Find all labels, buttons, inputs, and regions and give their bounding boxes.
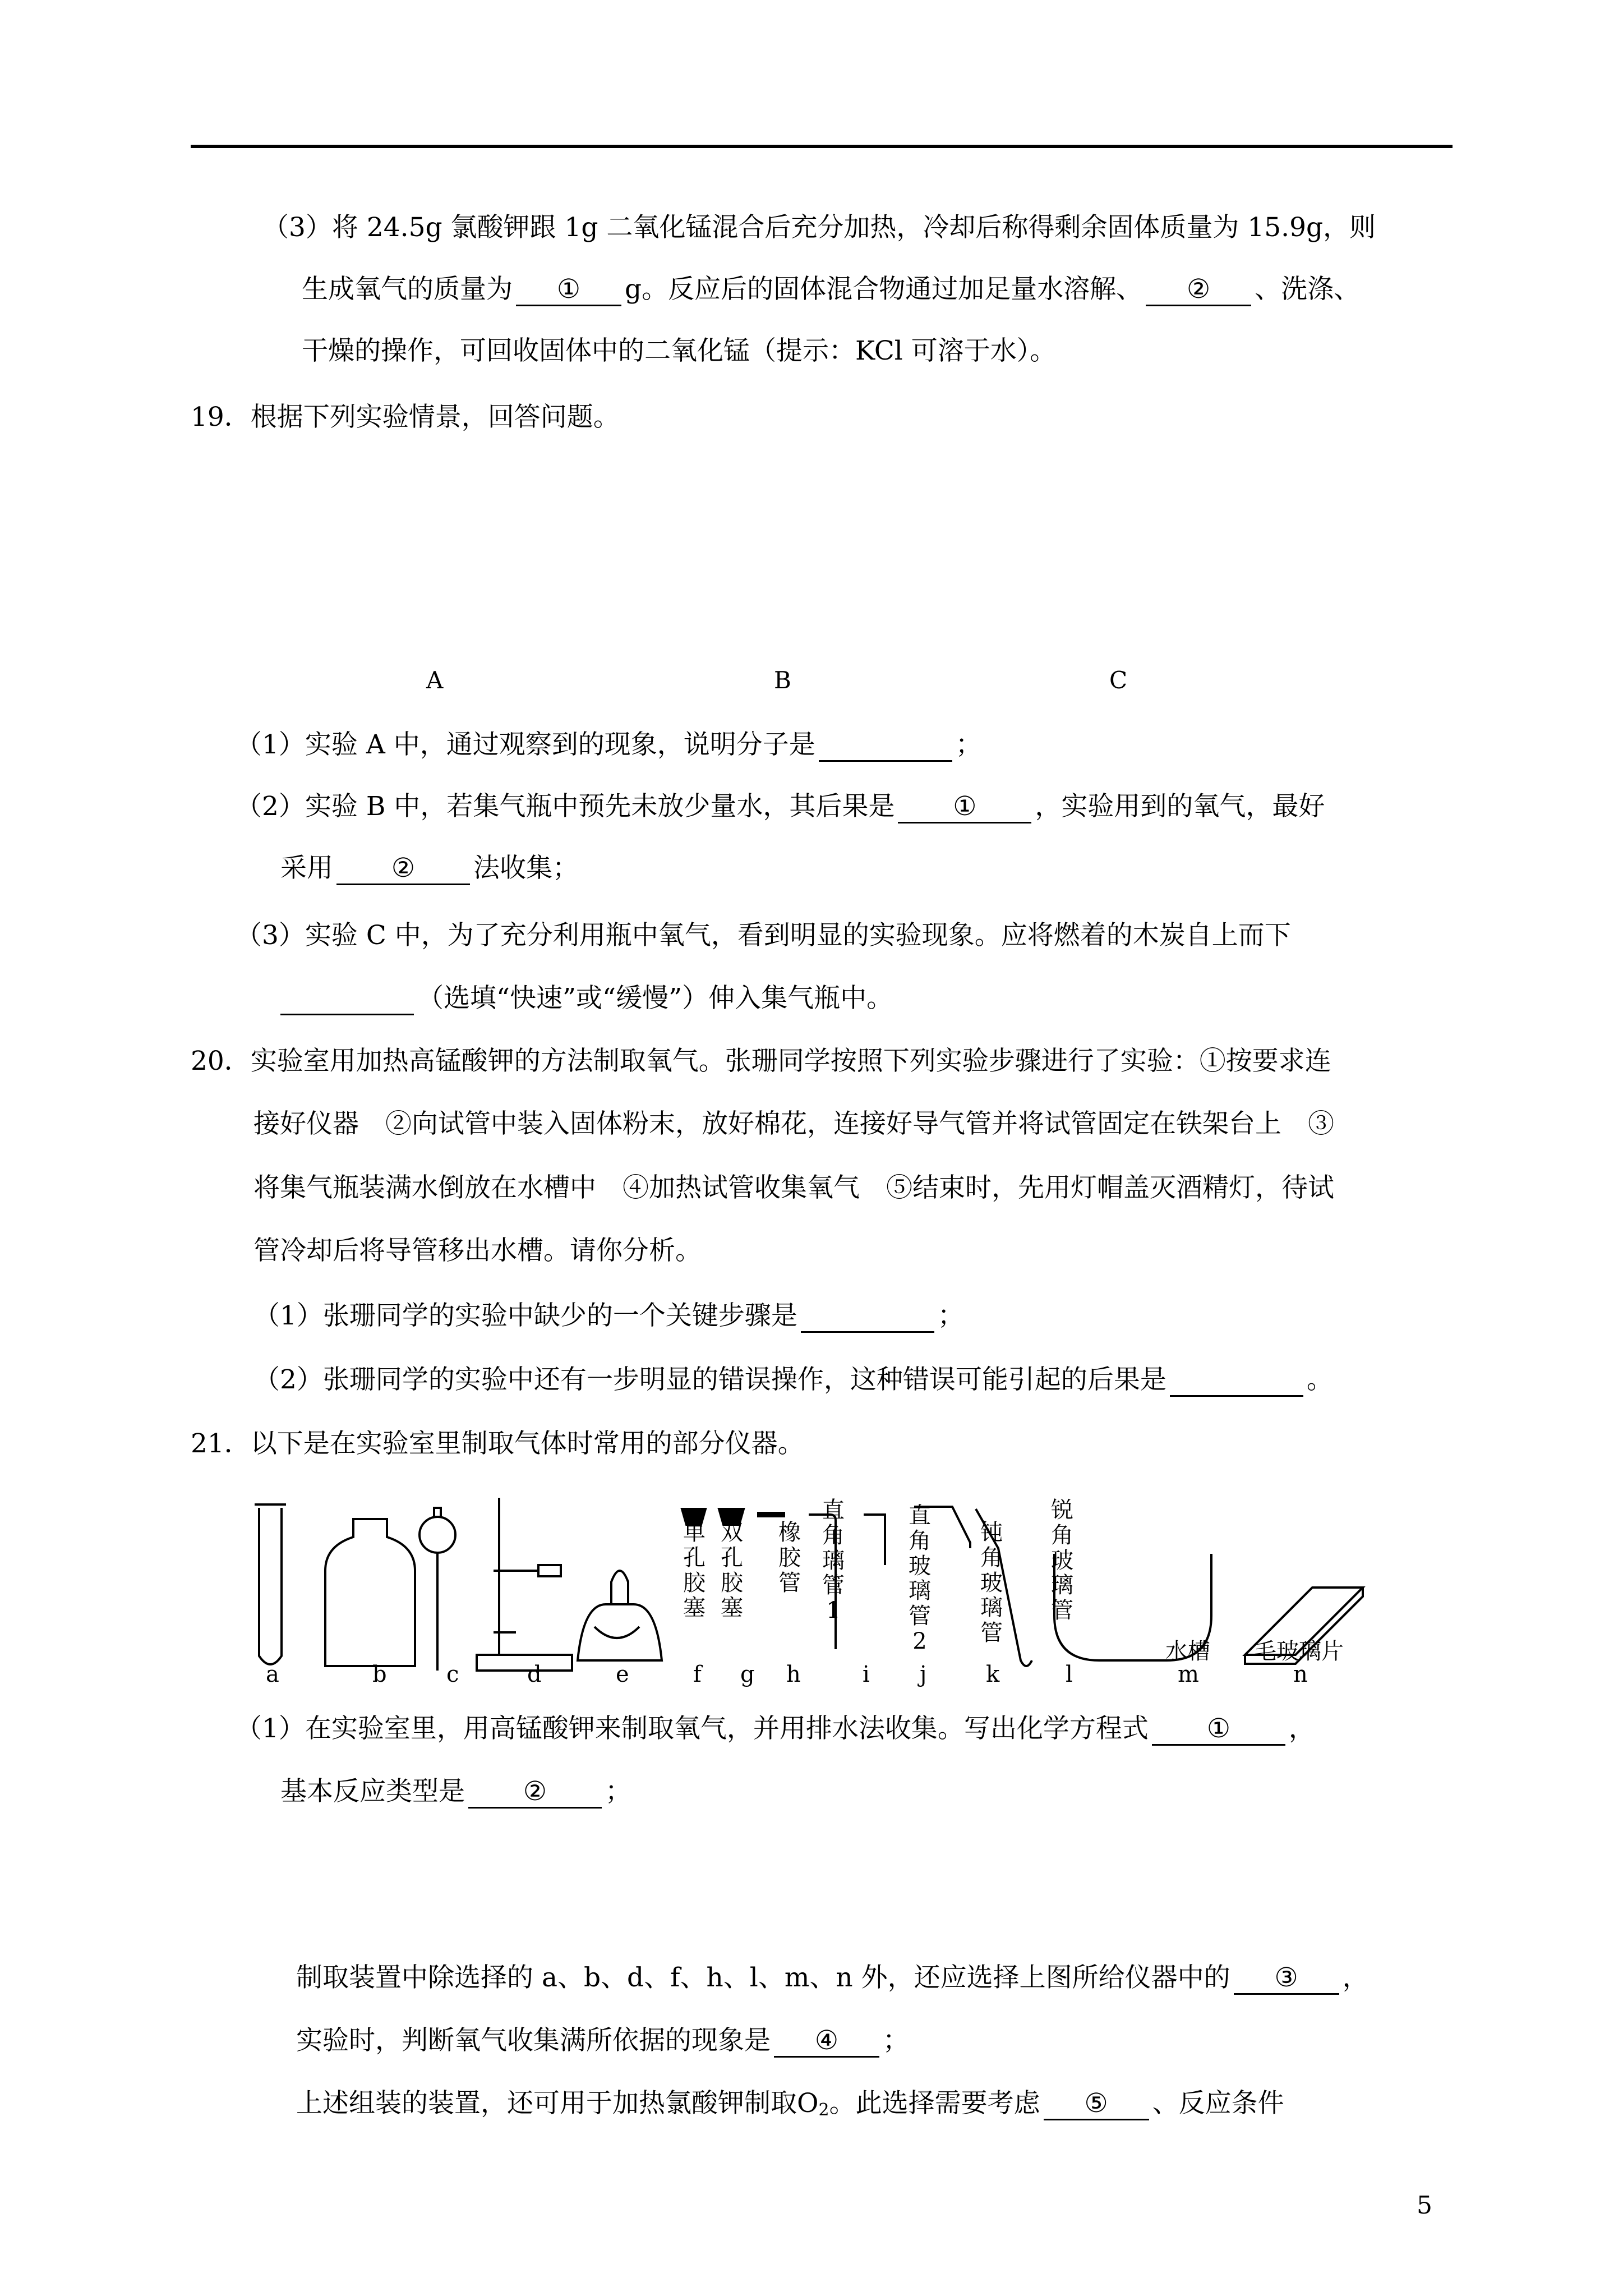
letter-b: b: [372, 1662, 387, 1687]
letter-k: k: [986, 1662, 1000, 1687]
q18-3-line2: 生成氧气的质量为 ① g。反应后的固体混合物通过加足量水溶解、 ② 、洗涤、: [302, 276, 1360, 306]
q19-part3: （3）实验 C 中，为了充分利用瓶中氧气，看到明显的实验现象。应将燃着的木炭自上而下: [236, 920, 1291, 951]
letter-l: l: [1066, 1662, 1073, 1687]
label-i: 直角璃管1: [822, 1497, 845, 1624]
experiment-label-c: C: [1109, 666, 1128, 694]
label-l: 锐角玻璃管: [1051, 1497, 1073, 1624]
label-k: 钝角玻璃管: [980, 1520, 1003, 1646]
q21-stem: 21．以下是在实验室里制取气体时常用的部分仪器。: [191, 1428, 804, 1459]
label-n: 毛玻璃片: [1254, 1639, 1344, 1664]
answer-blank[interactable]: ①: [1152, 1715, 1285, 1746]
answer-blank[interactable]: ②: [1146, 276, 1251, 306]
q21-part1-kclo3: 上述组装的装置，还可用于加热氯酸钾制取$O_2$。此选择需要考虑 ⑤ 、反应条件: [296, 2088, 1284, 2120]
answer-blank[interactable]: ②: [336, 855, 470, 885]
q20-line4: 管冷却后将导管移出水槽。请你分析。: [253, 1235, 702, 1266]
label-m: 水槽: [1165, 1639, 1210, 1664]
answer-blank[interactable]: ②: [468, 1778, 602, 1809]
q21-part1: （1）在实验室里，用高锰酸钾来制取氧气，并用排水法收集。写出化学方程式 ① ，: [236, 1715, 1315, 1746]
header-rule: [191, 145, 1453, 148]
letter-h: h: [786, 1662, 801, 1687]
q21-part1-apparatus: 制取装置中除选择的 a、b、d、f、h、l、m、n 外，还应选择上图所给仪器中的 ③ ，: [296, 1964, 1369, 1995]
experiment-label-b: B: [774, 666, 791, 694]
alcohol-lamp-e: [578, 1604, 662, 1660]
q20-part2: （2）张珊同学的实验中还有一步明显的错误操作，这种错误可能引起的后果是 。: [253, 1366, 1333, 1397]
letter-f: f: [693, 1662, 702, 1687]
answer-blank[interactable]: ①: [898, 793, 1031, 823]
label-f: 单孔胶塞: [683, 1520, 706, 1621]
letter-j: j: [920, 1662, 927, 1687]
label-h: 橡胶管: [778, 1520, 801, 1596]
gas-bottle-b: [325, 1519, 415, 1666]
iron-stand-d: [477, 1498, 572, 1671]
answer-blank[interactable]: [280, 985, 414, 1015]
q19-part2-cont: 采用 ② 法收集；: [280, 855, 579, 885]
label-g: 双孔胶塞: [721, 1520, 743, 1621]
answer-blank[interactable]: ③: [1234, 1964, 1339, 1995]
q20-line2: 接好仪器 ②向试管中装入固体粉末，放好棉花，连接好导气管并将试管固定在铁架台上 ③: [253, 1108, 1334, 1139]
separatory-funnel-c: [419, 1517, 455, 1553]
right-angle-tube-j: [864, 1515, 885, 1565]
test-tube-a: [259, 1508, 282, 1664]
letter-m: m: [1178, 1662, 1199, 1687]
experiment-label-a: A: [426, 666, 444, 694]
q19-part2: （2）实验 B 中，若集气瓶中预先未放少量水，其后果是 ① ，实验用到的氧气，最好: [236, 793, 1325, 823]
answer-blank[interactable]: ①: [516, 276, 621, 306]
answer-blank[interactable]: ④: [774, 2027, 879, 2058]
q21-part1-full: 实验时，判断氧气收集满所依据的现象是 ④ ；: [296, 2027, 909, 2058]
letter-d: d: [527, 1662, 542, 1687]
letter-e: e: [616, 1662, 629, 1687]
q19-part1: （1）实验 A 中，通过观察到的现象，说明分子是 ；: [236, 731, 982, 762]
answer-blank[interactable]: ⑤: [1044, 2090, 1149, 2120]
q18-3-line1: （3）将 24.5g 氯酸钾跟 1g 二氧化锰混合后充分加热，冷却后称得剩余固体质量为 15.9g，则: [262, 212, 1376, 243]
answer-blank[interactable]: [819, 731, 952, 762]
q21-part1-type: 基本反应类型是 ② ；: [280, 1778, 631, 1809]
q20-line1: 20．实验室用加热高锰酸钾的方法制取氧气。张珊同学按照下列实验步骤进行了实验：①按要求连: [191, 1046, 1331, 1076]
letter-n: n: [1293, 1662, 1308, 1687]
letter-a: a: [266, 1662, 279, 1687]
label-j: 直角玻璃管2: [909, 1503, 931, 1654]
letter-i: i: [863, 1662, 870, 1687]
letter-g: g: [740, 1662, 755, 1687]
answer-blank[interactable]: [1170, 1366, 1303, 1397]
answer-blank[interactable]: [801, 1303, 934, 1333]
q19-part3-cont: （选填“快速”或“缓慢”）伸入集气瓶中。: [280, 985, 893, 1015]
q18-3-line3: 干燥的操作，可回收固体中的二氧化锰（提示：KCl 可溶于水）。: [302, 335, 1057, 366]
letter-c: c: [446, 1662, 459, 1687]
q20-part1: （1）张珊同学的实验中缺少的一个关键步骤是 ；: [253, 1303, 964, 1333]
page-number: 5: [1417, 2191, 1432, 2220]
q19-stem: 19．根据下列实验情景，回答问题。: [191, 402, 620, 432]
q20-line3: 将集气瓶装满水倒放在水槽中 ④加热试管收集氧气 ⑤结束时，先用灯帽盖灭酒精灯，待试: [253, 1172, 1334, 1203]
